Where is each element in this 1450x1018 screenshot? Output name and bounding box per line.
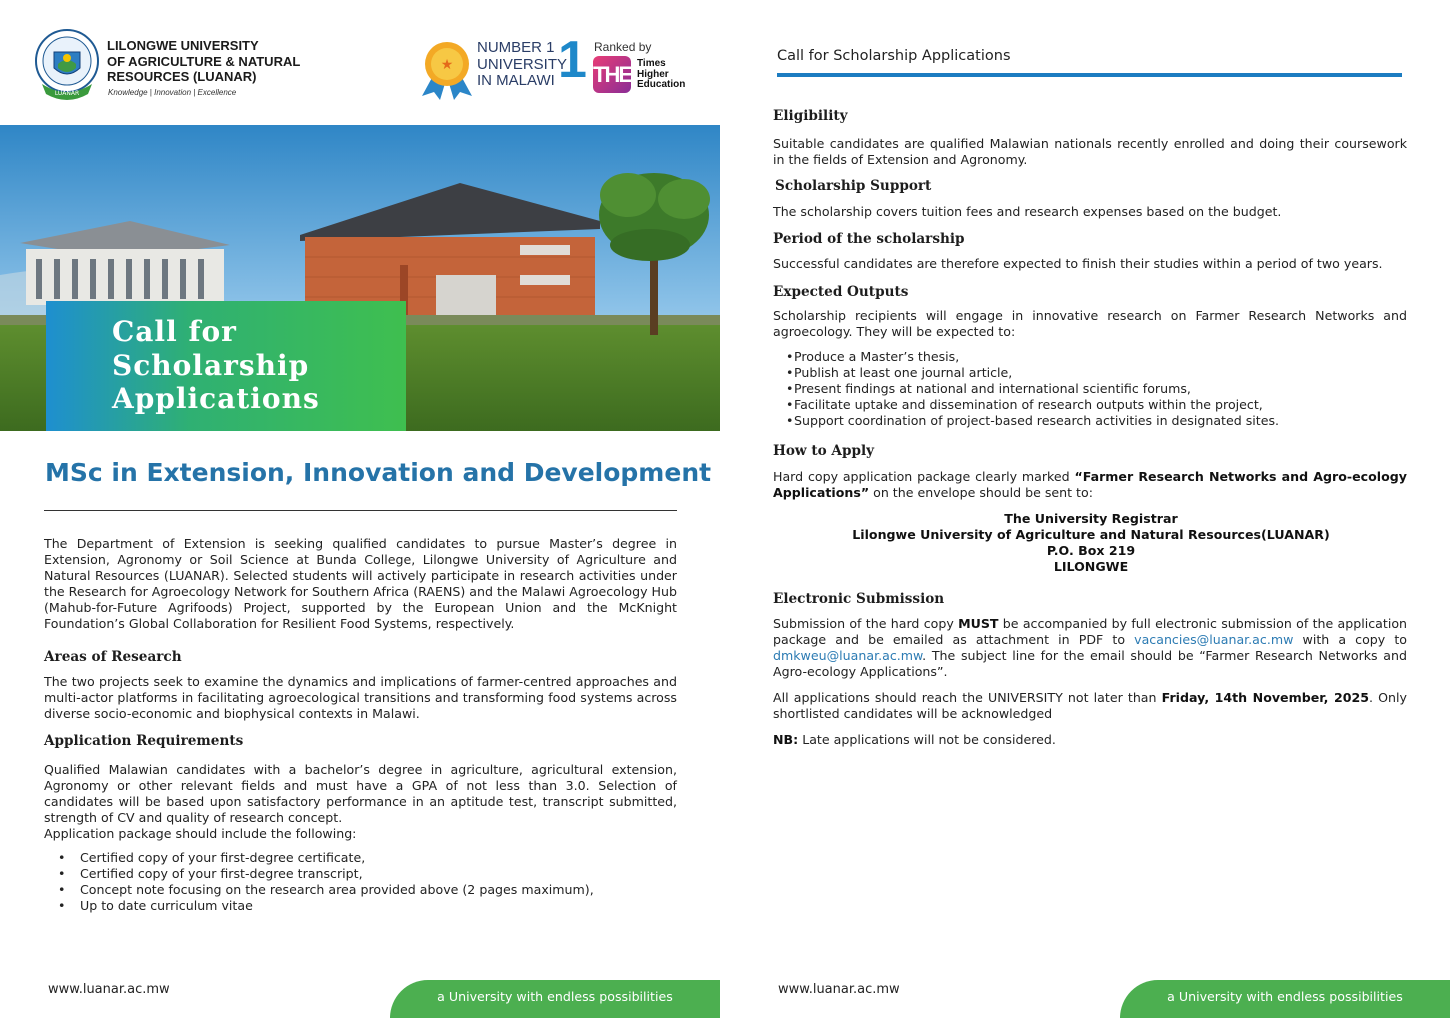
university-seal-logo [34,28,100,102]
deadline-text-part: All applications should reach the UNIVERSITY not later than [773,690,1162,705]
campus-photo [0,125,720,431]
hero-title-line: Call for [112,315,237,348]
list-item: • Concept note focusing on the research area provided above (2 pages maximum), [44,882,677,898]
list-item: • Produce a Master’s thesis, [773,349,1407,365]
hero-title-banner [46,301,406,431]
must-emphasis: MUST [958,616,999,631]
university-name-line: LILONGWE UNIVERSITY [107,38,259,53]
address-line: P.O. Box 219 [1046,543,1136,558]
outputs-list [773,349,1407,429]
list-item: • Publish at least one journal article, [773,365,1407,381]
email-link-vacancies[interactable]: vacancies@luanar.ac.mw [1134,632,1294,647]
ranking-number: 1 [558,31,587,89]
requirements-paragraph: Qualified Malawian candidates with a bachelor’s degree in agriculture, agricultural extension, Agronomy or other relevant fields and must have a GPA of not less than 3.0. Selection of candidates will be based upon satisfactory performance in an aptitude test, transcript submitted, strength of CV and quality of research concept. [44,762,677,825]
ranking-line: UNIVERSITY [477,55,568,73]
right-page [730,0,1450,1018]
esub-text-part: . The subject line for the email should be “Farmer Research Networks and Agro-ecology Applications”. [773,648,1407,679]
deadline-text [773,690,1407,722]
hero-title-line: Scholarship [112,348,310,382]
eligibility-heading: Eligibility [773,108,848,124]
list-item: • Support coordination of project-based research activities in designated sites. [773,413,1407,429]
the-word: Education [637,79,686,90]
deadline-text-part: . Only shortlisted candidates will be acknowledged [773,690,1407,721]
list-item: • Certified copy of your first-degree certificate, [44,850,677,866]
period-heading: Period of the scholarship [773,231,965,247]
package-list [44,850,677,914]
mailing-address [774,511,1408,575]
seal-text: LUANAR [54,90,80,97]
support-text: The scholarship covers tuition fees and research expenses based on the budget. [773,204,1282,219]
medal-icon [418,38,476,100]
intro-paragraph: The Department of Extension is seeking qualified candidates to pursue Master’s degree in Extension, Agronomy or Soil Science at Bunda College, Lilongwe University of Agriculture and Natural Resources (LUANAR). Selected students will actively participate in research activities under the Research for Agroecology Network for Southern Africa (RAENS) and the Malawi Agroecology Hub (Mahub-for-Future Agrifoods) Project, supported by the European Union and the McKnight Foundation’s Global Collaboration for Resilient Food Systems, respectively. [44,536,677,631]
footer-website[interactable]: www.luanar.ac.mw [48,982,170,997]
right-page-title: Call for Scholarship Applications [777,48,1011,64]
requirements-heading: Application Requirements [44,733,244,749]
the-logo-wordmark [637,59,685,91]
title-underline [777,73,1402,77]
esub-text-part: Submission of the hard copy [773,616,959,631]
footer-slogan: a University with endless possibilities [390,980,720,1018]
university-motto: Knowledge | Innovation | Excellence [108,88,237,97]
list-item: • Certified copy of your first-degree transcript, [44,866,677,882]
outputs-heading: Expected Outputs [773,284,909,300]
nb-note [773,732,1407,748]
esub-text-part: be accompanied by full electronic submission of the application package and be emailed as attachment in PDF to [773,616,1408,647]
university-name-line: OF AGRICULTURE & NATURAL [107,53,301,69]
university-name [107,38,307,85]
list-item: • Up to date curriculum vitae [44,898,677,914]
title-divider [44,510,677,511]
address-line: Lilongwe University of Agriculture and Natural Resources(LUANAR) [852,527,1330,542]
hero-title [112,315,320,416]
esub-text-part: with a copy to [1293,632,1407,647]
ranking-line: NUMBER 1 [477,39,555,56]
deadline-date: Friday, 14th November, 2025 [1161,690,1369,705]
package-intro: Application package should include the following: [44,826,357,841]
period-text: Successful candidates are therefore expected to finish their studies within a period of two years. [773,256,1383,271]
address-line: The University Registrar [1004,511,1178,526]
the-word: Times [637,58,666,69]
the-word: Higher [637,68,669,80]
support-heading: Scholarship Support [775,178,932,194]
eligibility-text: Suitable candidates are qualified Malawian nationals recently enrolled and doing their coursework in the fields of Extension and Agronomy. [773,136,1407,167]
outputs-text: Scholarship recipients will engage in innovative research on Farmer Research Networks and agroecology. They will be expected to: [773,308,1407,339]
svg-text:★: ★ [440,57,454,73]
hero-title-line: Applications [112,382,320,415]
nb-text: Late applications will not be considered. [798,732,1056,747]
electronic-submission-text [773,616,1407,680]
email-link-copy[interactable]: dmkweu@luanar.ac.mw [773,648,923,663]
apply-heading: How to Apply [773,443,875,459]
university-name-line: RESOURCES (LUANAR) [107,69,257,84]
electronic-submission-heading: Electronic Submission [773,591,945,607]
left-page [0,0,720,1018]
areas-heading: Areas of Research [44,649,182,665]
ranking-line: IN MALAWI [477,72,555,89]
nb-label: NB: [773,732,799,747]
apply-text-part: on the envelope should be sent to: [869,485,1093,500]
apply-text [773,469,1407,501]
address-line: LILONGWE [1053,559,1129,574]
ranked-by-label: Ranked by [594,40,652,54]
program-title: MSc in Extension, Innovation and Development [45,458,712,487]
apply-label: “Farmer Research Networks and Agro-ecology Applications” [773,469,1407,500]
list-item: • Facilitate uptake and dissemination of research outputs within the project, [773,397,1407,413]
apply-text-part: Hard copy application package clearly marked [773,469,1075,484]
list-item: • Present findings at national and international scientific forums, [773,381,1407,397]
footer-slogan: a University with endless possibilities [1120,980,1450,1018]
the-logo: THE [593,56,631,93]
areas-paragraph: The two projects seek to examine the dynamics and implications of farmer-centred approaches and multi-actor platforms in facilitating agroecological transitions and transforming food systems across diverse socio-economic and biophysical contexts in Malawi. [44,674,677,721]
footer-website[interactable]: www.luanar.ac.mw [778,982,900,997]
ranking-statement [477,40,567,90]
